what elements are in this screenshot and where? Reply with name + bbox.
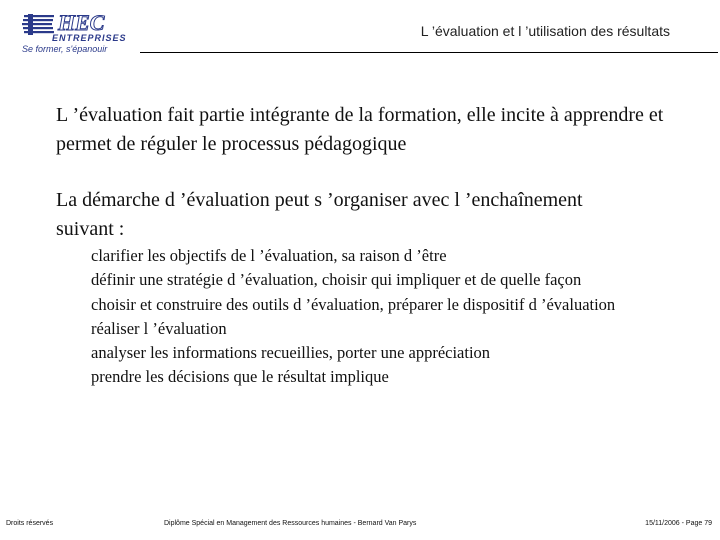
list-item: choisir et construire des outils d ’évaluation, préparer le dispositif d ’évaluation — [91, 294, 616, 314]
list-item: clarifier les objectifs de l ’évaluation, sa raison d ’être — [91, 246, 447, 265]
footer-date-page: 15/11/2006 - Page 79 — [645, 520, 712, 527]
list-item: analyser les informations recueillies, porter une appréciation — [91, 343, 491, 363]
slide-title: L ’évaluation et l ’utilisation des résultats — [420, 23, 670, 39]
logo-brand: HEC — [58, 10, 105, 35]
hec-entreprises-logo — [22, 12, 140, 52]
list-item: réaliser l ’évaluation — [91, 318, 227, 338]
list-item: prendre les décisions que le résultat implique — [91, 367, 389, 387]
footer-rights: Droits réservés — [6, 520, 54, 527]
footer-course: Diplôme Spécial en Management des Ressources humaines - Bernard Van Parys — [164, 520, 417, 527]
list-item: définir une stratégie d ’évaluation, choisir qui impliquer et de quelle façon — [91, 270, 582, 290]
evaluation-steps-list — [91, 244, 661, 390]
intro-paragraph: L ’évaluation fait partie intégrante de la formation, elle incite à apprendre et permet de réguler le processus pédagogique — [56, 104, 664, 155]
process-paragraph: La démarche d ’évaluation peut s ’organiser avec l ’enchaînement suivant : — [56, 189, 583, 240]
header-divider — [140, 52, 718, 53]
logo-tagline: Se former, s'épanouir — [22, 44, 108, 54]
logo-subbrand: ENTREPRISES — [52, 33, 127, 43]
